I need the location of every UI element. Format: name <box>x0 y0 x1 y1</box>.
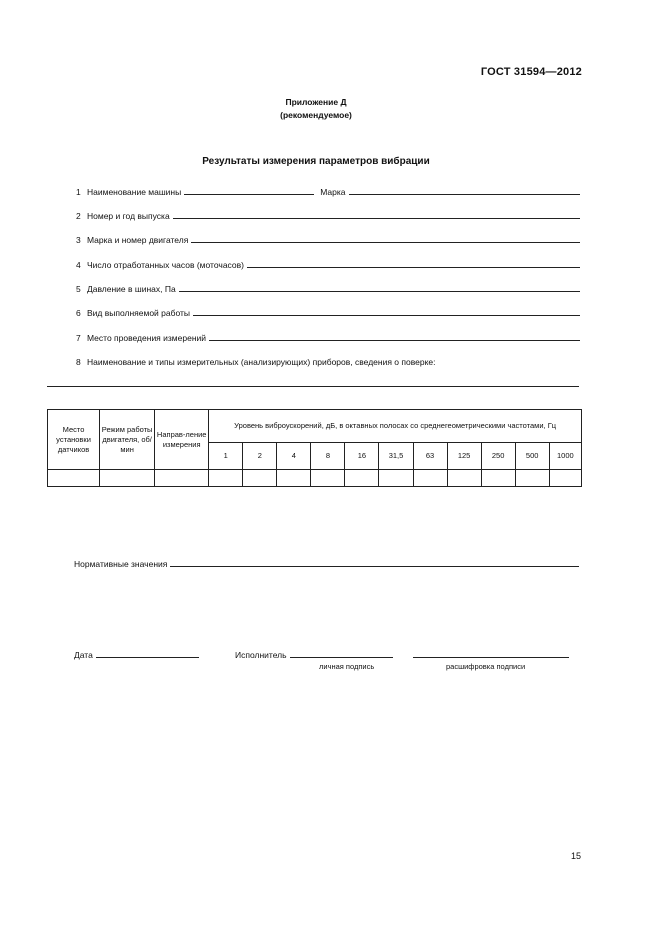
tire-pressure-line[interactable] <box>179 291 580 292</box>
table-cell[interactable] <box>155 470 209 487</box>
col-header-direction: Направ-ление измерения <box>155 410 209 470</box>
instruments-line[interactable] <box>47 386 579 387</box>
table-cell[interactable] <box>481 470 515 487</box>
field-label: Марка и номер двигателя <box>87 235 189 245</box>
field-number: 4 <box>76 260 81 270</box>
table-cell[interactable] <box>277 470 311 487</box>
table-cell[interactable] <box>100 470 155 487</box>
freq-header: 16 <box>345 443 379 470</box>
executor-signature-line[interactable] <box>290 657 393 658</box>
vibration-table <box>47 409 582 487</box>
engine-line[interactable] <box>191 242 580 243</box>
freq-header: 31,5 <box>379 443 413 470</box>
table-cell[interactable] <box>413 470 447 487</box>
freq-header: 1 <box>209 443 243 470</box>
field-engine <box>76 231 582 245</box>
table-cell[interactable] <box>311 470 345 487</box>
location-line[interactable] <box>209 340 580 341</box>
field-number: 6 <box>76 308 81 318</box>
table-cell[interactable] <box>447 470 481 487</box>
field-machine-name <box>76 183 582 197</box>
normative-label: Нормативные значения <box>74 559 168 569</box>
freq-header: 125 <box>447 443 481 470</box>
field-number: 8 <box>76 357 81 367</box>
brand-line[interactable] <box>349 194 581 195</box>
field-location <box>76 329 582 343</box>
freq-header: 4 <box>277 443 311 470</box>
decode-caption: расшифровка подписи <box>446 662 526 671</box>
field-executor <box>235 646 395 660</box>
field-label: Номер и год выпуска <box>87 211 170 221</box>
freq-header: 8 <box>311 443 345 470</box>
field-hours <box>76 256 582 270</box>
table-cell[interactable] <box>243 470 277 487</box>
field-label: Вид выполняемой работы <box>87 308 191 318</box>
field-label: Наименование машины <box>87 187 182 197</box>
signature-decode-line[interactable] <box>413 657 569 658</box>
field-number: 5 <box>76 284 81 294</box>
col-header-vibration-level: Уровень виброускорений, дБ, в октавных полосах со среднегеометрическими частотами, Гц <box>209 410 582 443</box>
field-label: Место проведения измерений <box>87 333 207 343</box>
date-label: Дата <box>74 650 93 660</box>
freq-header: 500 <box>515 443 549 470</box>
table-cell[interactable] <box>345 470 379 487</box>
field-label: Число отработанных часов (моточасов) <box>87 260 244 270</box>
appendix-title: Приложение Д <box>285 97 347 107</box>
freq-header: 2 <box>243 443 277 470</box>
field-label: Наименование и типы измерительных (анализирующих) приборов, сведения о поверке: <box>87 357 436 367</box>
appendix-heading <box>0 96 632 122</box>
freq-header: 250 <box>481 443 515 470</box>
field-normative <box>74 555 581 569</box>
field-label: Давление в шинах, Па <box>87 284 176 294</box>
page-number: 15 <box>570 851 581 861</box>
field-number: 3 <box>76 235 81 245</box>
field-serial-year <box>76 207 582 221</box>
field-number: 7 <box>76 333 81 343</box>
field-label-brand: Марка <box>320 187 346 197</box>
work-type-line[interactable] <box>193 315 580 316</box>
table-cell[interactable] <box>48 470 100 487</box>
field-instruments <box>76 353 582 367</box>
freq-header: 1000 <box>549 443 581 470</box>
field-number: 2 <box>76 211 81 221</box>
signature-caption: личная подпись <box>319 662 375 671</box>
executor-label: Исполнитель <box>235 650 287 660</box>
normative-line[interactable] <box>170 566 579 567</box>
col-header-sensor-location: Место установки датчиков <box>48 410 100 470</box>
col-header-engine-mode: Режим работы двигателя, об/мин <box>100 410 155 470</box>
field-work-type <box>76 304 582 318</box>
table-cell[interactable] <box>379 470 413 487</box>
document-code: ГОСТ 31594—2012 <box>480 66 582 78</box>
hours-line[interactable] <box>247 267 580 268</box>
field-tire-pressure <box>76 280 582 294</box>
serial-year-line[interactable] <box>173 218 580 219</box>
appendix-subtitle: (рекомендуемое) <box>280 110 352 120</box>
table-row <box>48 470 582 487</box>
date-line[interactable] <box>96 657 199 658</box>
table-cell[interactable] <box>209 470 243 487</box>
form-title: Результаты измерения параметров вибрации <box>202 156 430 167</box>
table-cell[interactable] <box>515 470 549 487</box>
field-number: 1 <box>76 187 81 197</box>
freq-header: 63 <box>413 443 447 470</box>
machine-name-line[interactable] <box>184 194 314 195</box>
table-cell[interactable] <box>549 470 581 487</box>
field-decode <box>413 646 571 660</box>
field-date <box>74 646 201 660</box>
